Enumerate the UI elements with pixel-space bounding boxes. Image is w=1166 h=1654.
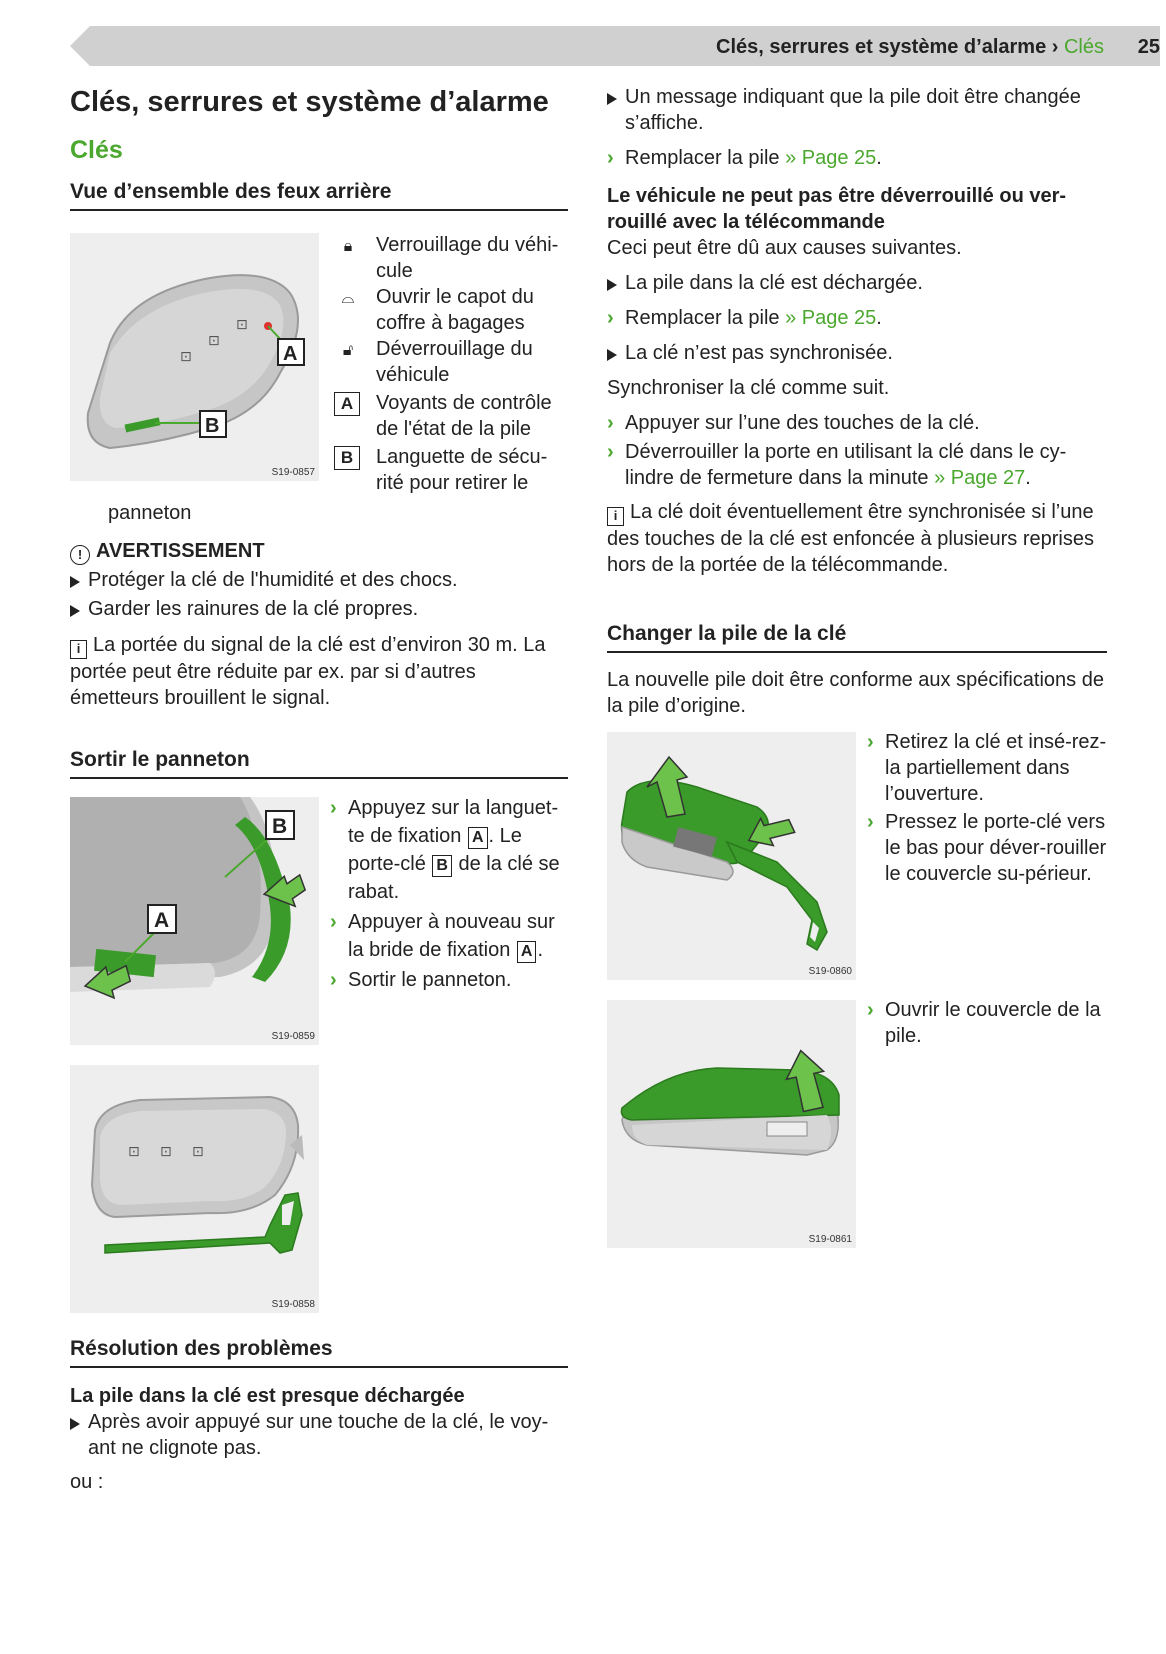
sync-intro: Synchroniser la clé comme suit. [607,377,890,399]
step-item: › Pressez le porte-clé vers le bas pour déver-rouiller le couvercle su-périeur. [867,811,1107,885]
left-column [70,84,568,211]
legend-continuation: panneton [108,502,192,524]
battery-cover-release-illustration [607,732,856,980]
page-link[interactable]: » Page 25 [785,307,877,329]
header-breadcrumb: Clés, serrures et système d’alarme › Clés [716,36,1104,58]
battery-intro: La nouvelle pile doit être conforme aux spécifications de la pile d’origine. [607,669,1104,717]
lock-icon: 🔒︎ [343,238,353,255]
step-item: › Appuyer à nouveau sur la bride de fixation A . [330,911,555,961]
figure-legend [334,232,570,496]
battery-figure-2 [607,1000,856,1248]
figure-code: S19-0857 [271,467,315,478]
overview-heading: Vue d’ensemble des feux arrière [70,178,568,211]
sync-step: › Déverrouiller la porte en utilisant la clé dans le cy-lindre de fermeture dans la minute » Page 27. [607,441,1067,489]
page-title: Clés, serrures et système d’alarme [70,86,549,118]
problem-item: Un message indiquant que la pile doit être changée s’affiche. [607,84,1107,136]
warning-item: Protéger la clé de l'humidité et des chocs. [70,567,570,593]
key-blade-illustration [70,1065,319,1313]
causes-text: Ceci peut être dû aux causes suivantes. [607,237,962,259]
cause-item: La pile dans la clé est déchargée. [607,270,1107,296]
warning-block [70,538,570,711]
action-item: › Remplacer la pile » Page 25. [607,307,882,329]
svg-text:⊡: ⊡ [128,1144,140,1160]
battery-cover-open-illustration [607,1000,856,1248]
problem-item: Après avoir appuyé sur une touche de la clé, le voy-ant ne clignote pas. [70,1409,568,1461]
warning-title-row: ! AVERTISSEMENT [70,538,570,565]
problems-subheading: Le véhicule ne peut pas être déverrouillé ou ver-rouillé avec la télécommande [607,185,1067,233]
or-text: ou : [70,1471,104,1493]
problems-section [70,1335,568,1495]
page-number: 25 [1137,36,1160,58]
battery-heading: Changer la pile de la clé [607,620,1107,653]
cause-item: La clé n’est pas synchronisée. [607,340,1107,366]
legend-item: B Languette de sécu-rité pour retirer le [334,444,570,496]
page-link[interactable]: » Page 27 [934,467,1026,489]
sync-step: › Appuyer sur l’une des touches de la clé. [607,412,980,434]
warning-icon: ! [70,545,90,565]
problems-heading: Résolution des problèmes [70,1335,568,1368]
svg-text:⊡: ⊡ [160,1144,172,1160]
letter-box-b: B [432,855,452,877]
unlock-icon: 🔓︎ [342,342,354,359]
warning-item: Garder les rainures de la clé propres. [70,596,570,622]
step-item: › Ouvrir le couvercle de la pile. [867,999,1101,1047]
svg-text:⊡: ⊡ [236,317,248,333]
battery-figure-1 [607,732,856,980]
info-note: i La portée du signal de la clé est d’environ 30 m. La portée peut être réduite par ex. par si d’autres émetteurs brouillent le signal. [70,634,546,709]
header-chapter: Clés, serrures et système d’alarme [716,36,1047,58]
car-trunk-icon: ⌓ [341,290,355,307]
page-link[interactable]: » Page 25 [785,147,877,169]
panneton-heading: Sortir le panneton [70,746,568,779]
legend-item: ⌓ Ouvrir le capot du coffre à bagages [334,284,570,336]
svg-text:⊡: ⊡ [208,333,220,349]
page-header [70,26,1160,66]
info-note: i La clé doit éventuellement être synchronisée si l’une des touches de la clé est enfoncée à plusieurs reprises hors de la portée de la télécommande. [607,501,1094,576]
legend-item: A Voyants de contrôle de l'état de la pile [334,390,570,442]
panneton-section [70,746,568,779]
problems-subheading: La pile dans la clé est presque déchargée [70,1385,465,1407]
key-illustration [70,233,319,481]
figure-code: S19-0859 [271,1031,315,1042]
panneton-figure-2 [70,1065,319,1313]
letter-box-a: A [468,827,488,849]
letter-box-a: A [334,392,360,416]
callout-b: B [205,415,220,437]
section-title: Clés [70,136,123,164]
step-item: › Appuyez sur la languet-te de fixation A . Le porte-clé B de la clé se rabat. [330,797,560,903]
panneton-steps [330,794,570,994]
letter-box-a: A [517,941,537,963]
info-icon: i [70,640,87,659]
figure-code: S19-0858 [271,1299,315,1310]
key-overview-figure [70,233,319,481]
svg-text:⊡: ⊡ [180,349,192,365]
figure-code: S19-0860 [808,966,852,977]
svg-text:B: B [272,815,288,838]
svg-text:A: A [154,909,170,932]
panneton-figure-1 [70,797,319,1045]
battery-steps-2 [867,997,1107,1049]
callout-a: A [283,343,298,365]
key-release-illustration [70,797,319,1045]
info-icon: i [607,507,624,526]
step-item: › Retirez la clé et insé-rez-la partiellement dans l’ouverture. [867,731,1107,805]
action-item: › Remplacer la pile » Page 25. [607,147,882,169]
legend-item: 🔒︎ Verrouillage du véhi-cule [334,232,570,284]
letter-box-b: B [334,446,360,470]
legend-item: 🔓︎ Déverrouillage du véhicule [334,336,570,388]
battery-steps [867,729,1107,887]
right-column [607,84,1107,719]
svg-text:⊡: ⊡ [192,1144,204,1160]
figure-code: S19-0861 [808,1234,852,1245]
header-section: Clés [1063,36,1104,58]
step-item: › Sortir le panneton. [330,969,512,991]
